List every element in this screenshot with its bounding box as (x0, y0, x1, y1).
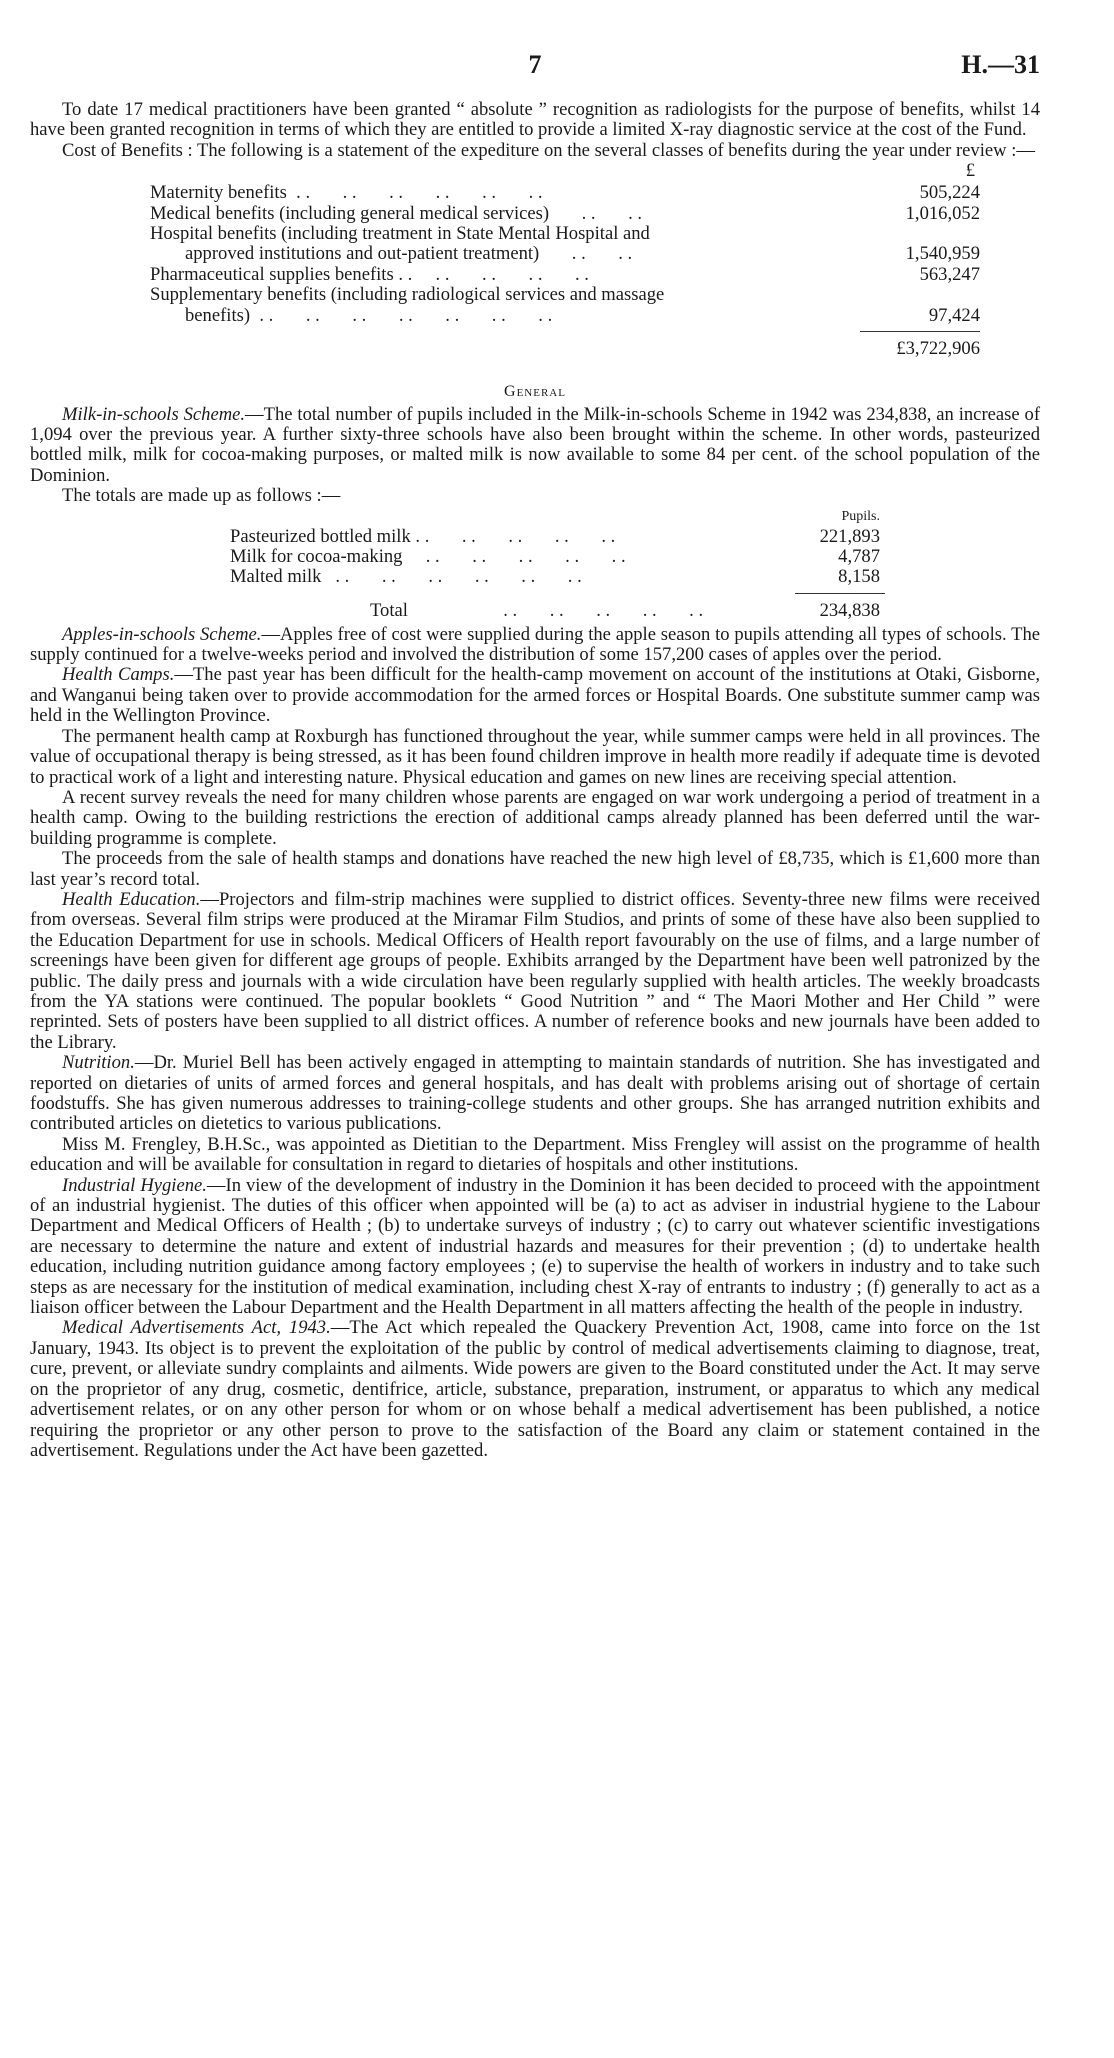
milk-total-rule (795, 593, 885, 594)
health-education-text: —Projectors and film-strip machines were supplied to district offices. Seventy-three new films were received from overseas. Several film strips were produced at the Miramar Film Studios, and prints of some of these have also been supplied to the Education Department for use in schools. Medical Officers of Health report favourably on the use of films, and a large number of screenings have been given for different age groups of people. Exhibits arranged by the Department have been well patronized by the public. The daily press and journals with a wide circulation have been regularly supplied with health articles. The weekly broadcasts from the YA stations were continued. The popular booklets “ Good Nutrition ” and “ The Maori Mother and Her Child ” were reprinted. Sets of posters have been supplied to all district offices. A number of reference books and new journals have been added to the Library. (30, 888, 1040, 1053)
medical-advertisements-paragraph (30, 1318, 1040, 1461)
benefits-table (30, 161, 1040, 376)
benefits-total: £3,722,906 (896, 338, 980, 360)
page-header (30, 50, 1040, 100)
milk-row (30, 567, 1040, 587)
dietitian-paragraph: Miss M. Frengley, B.H.Sc., was appointed as Dietitian to the Department. Miss Frengley will assist on the programme of health education and will be available for consultation in regard to dietaries of hospitals and other institutions. (30, 1133, 1040, 1176)
benefit-label (150, 265, 589, 285)
health-camps-paragraph (30, 665, 1040, 726)
benefit-leader-dots: . . . . (549, 202, 643, 224)
benefit-amount: 505,224 (919, 182, 980, 204)
benefit-label-text: Pharmaceutical supplies benefits . . (150, 263, 413, 285)
benefit-label (150, 224, 650, 244)
general-heading: General (504, 383, 566, 401)
roxburgh-paragraph: The permanent health camp at Roxburgh has functioned throughout the year, while summer camps were held in all provinces. The value of occupational therapy is being stressed, as it has been found children improve in health more readily if adequate time is devoted to practical work of a light and interesting nature. Physical education and games on new lines are receiving special attention. (30, 725, 1040, 788)
benefit-label (185, 244, 632, 264)
benefit-amount: 1,540,959 (905, 243, 980, 265)
milk-row (30, 527, 1040, 547)
milk-row-label (230, 547, 626, 567)
radiologists-paragraph: To date 17 medical practitioners have been granted “ absolute ” recognition as radiologists for the purpose of benefits, whilst 14 have been granted recognition in terms of which they are entitled to provide a limited X-ray diagnostic service at the cost of the Fund. (30, 99, 1040, 141)
nutrition-paragraph (30, 1053, 1040, 1135)
benefit-row (30, 285, 1040, 305)
page-number: 7 (528, 50, 542, 79)
benefit-row (30, 224, 1040, 244)
milk-row-amount: 4,787 (838, 546, 880, 568)
health-education-paragraph (30, 890, 1040, 1053)
benefit-label (150, 183, 543, 203)
document-page (30, 50, 1040, 1461)
benefit-amount: 563,247 (919, 263, 980, 285)
milk-scheme-title: Milk-in-schools Scheme. (62, 403, 246, 425)
benefit-row (30, 306, 1040, 326)
apples-title: Apples-in-schools Scheme. (62, 623, 262, 645)
milk-row-leader-dots: . . . . . . . . . . . . (321, 566, 582, 588)
benefit-row (30, 183, 1040, 203)
benefit-amount: 1,016,052 (905, 202, 980, 224)
currency-header: £ (965, 160, 975, 182)
benefit-leader-dots: . . . . . . . . (412, 263, 589, 285)
document-body (30, 100, 1040, 1461)
benefit-label (185, 306, 552, 326)
health-education-title: Health Education. (62, 888, 201, 910)
milk-totals-table (30, 507, 1040, 625)
benefit-label-text: approved institutions and out-patient treatment) (185, 243, 540, 265)
benefit-label-text: Hospital benefits (including treatment in State Mental Hospital and (150, 223, 650, 244)
apples-text: —Apples free of cost were supplied during the apple season to pupils attending all types of schools. The supply continued for a twelve-weeks period and involved the distribution of some 157,200 cases of apples over the period. (30, 623, 1040, 666)
benefit-label (150, 285, 664, 305)
cost-of-benefits-paragraph: Cost of Benefits : The following is a statement of the expediture on the several classes of benefits during the year under review :— (62, 139, 1035, 161)
industrial-hygiene-paragraph (30, 1176, 1040, 1319)
milk-scheme-paragraph (30, 405, 1040, 487)
milk-row-label (230, 567, 582, 587)
industrial-hygiene-title: Industrial Hygiene. (62, 1174, 207, 1196)
milk-row-label-text: Malted milk (230, 566, 322, 588)
health-camps-title: Health Camps. (62, 664, 175, 686)
health-camps-text: —The past year has been difficult for the health-camp movement on account of the institutions at Otaki, Gisborne, and Wanganui being taken over to provide accommodation for the armed forces or Hospital Boards. One substitute summer camp was held in the Wellington Province. (30, 664, 1040, 727)
milk-row-amount: 221,893 (819, 525, 880, 547)
total-rule (860, 331, 980, 332)
industrial-hygiene-text: —In view of the development of industry in the Dominion it has been decided to proceed with the appointment of an industrial hygienist. The duties of this officer when appointed will be (a) to act as adviser in industrial hygiene to the Labour Department and Medical Officers of Health ; (b) to undertake surveys of industry ; (c) to carry out whatever scientific investigations are necessary to determine the nature and extent of industrial hazards and measures for their prevention ; (d) to undertake health education, including nutrition guidance among factory employees ; (e) to supervise the health of workers in industry and to take such steps as are necessary for the institution of medical examination, including chest X-ray of entrants to industry ; (f) generally to act as a liaison officer between the Labour Department and the Health Department in all matters affecting the health of the people in industry. (30, 1174, 1040, 1319)
nutrition-title: Nutrition. (62, 1052, 135, 1074)
nutrition-text: —Dr. Muriel Bell has been actively engaged in attempting to maintain standards of nutrition. She has investigated and reported on dietaries of units of armed forces and general hospitals, and has dealt with problems arising out of shortage of certain foodstuffs. She has given numerous addresses to training-college students and other groups. She has arranged nutrition exhibits and contributed articles on dietetics to various publications. (30, 1052, 1040, 1135)
health-stamps-paragraph: The proceeds from the sale of health stamps and donations have reached the new high level of £8,735, which is £1,600 more than last year’s record total. (30, 848, 1040, 890)
milk-row-amount: 8,158 (838, 566, 880, 588)
milk-row-label-text: Pasteurized bottled milk (230, 525, 411, 547)
milk-row (30, 547, 1040, 567)
milk-scheme-text: —The total number of pupils included in the Milk-in-schools Scheme in 1942 was 234,838, an increase of 1,094 over the previous year. A further sixty-three schools have also been brought within the scheme. In other words, pasteurized bottled milk, milk for cocoa-making purposes, or malted milk is now available to some 84 per cent. of the school population of the Dominion. (30, 403, 1041, 486)
document-reference: H.—31 (961, 50, 1040, 79)
benefit-amount: 97,424 (928, 304, 980, 326)
milk-total-label: Total (370, 599, 408, 621)
milk-row-label-text: Milk for cocoa-making (230, 546, 403, 568)
benefit-label (150, 204, 642, 224)
benefit-leader-dots: . . . . (539, 243, 633, 265)
benefit-leader-dots: . . . . . . . . . . . . . . (250, 304, 553, 326)
benefit-label-text: Maternity benefits (150, 182, 287, 204)
milk-row-label (230, 527, 615, 547)
milk-total-dots: . . . . . . . . . . (480, 599, 704, 621)
apples-paragraph (30, 625, 1040, 666)
medical-advertisements-title: Medical Advertisements Act, 1943. (62, 1317, 331, 1339)
benefit-label-text: Medical benefits (including general medical services) (150, 202, 550, 224)
benefit-label-text: benefits) (185, 304, 251, 326)
benefit-leader-dots: . . . . . . . . . . . . (286, 182, 543, 204)
milk-row-leader-dots: . . . . . . . . . . (402, 546, 626, 568)
benefit-label-text: Supplementary benefits (including radiological services and massage (150, 284, 665, 306)
milk-row-leader-dots: . . . . . . . . . . (410, 525, 616, 547)
milk-total-value: 234,838 (819, 599, 880, 621)
milk-totals-intro: The totals are made up as follows :— (62, 485, 341, 507)
pupils-header: Pupils. (841, 508, 880, 524)
benefit-row (30, 244, 1040, 264)
medical-advertisements-text: —The Act which repealed the Quackery Prevention Act, 1908, came into force on the 1st January, 1943. Its object is to prevent the exploitation of the public by control of medical advertisements claiming to diagnose, treat, cure, prevent, or alleviate sundry complaints and ailments. Wide powers are given to the Board constituted under the Act. It may serve on the proprietor of any drug, cosmetic, dentifrice, article, substance, preparation, instrument, or apparatus to which any medical advertisement relates, or on any other person for whom or on whose behalf a medical advertisement has been published, a notice requiring the proprietor or any other person to prove to the satisfaction of the Board any claim or statement contained in the advertisement. Regulations under the Act have been gazetted. (30, 1317, 1040, 1461)
survey-paragraph: A recent survey reveals the need for many children whose parents are engaged on war work undergoing a period of treatment in a health camp. Owing to the building restrictions the erection of additional camps already planned has been deferred until the war-building programme is complete. (30, 786, 1040, 849)
benefit-row (30, 265, 1040, 285)
benefit-row (30, 204, 1040, 224)
